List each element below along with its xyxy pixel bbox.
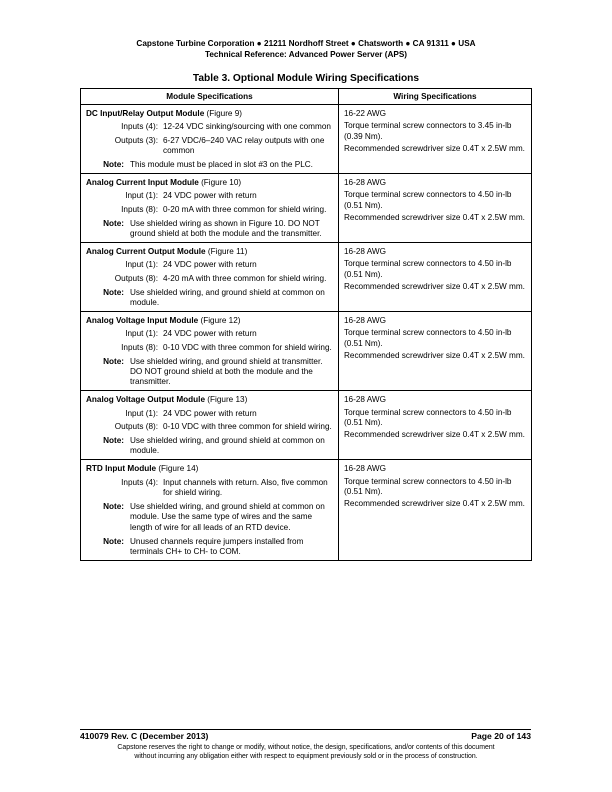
wiring-spec-line: Recommended screwdriver size 0.4T x 2.5W mm. bbox=[344, 281, 525, 291]
module-name: RTD Input Module bbox=[86, 464, 157, 474]
note-label: Note: bbox=[103, 536, 124, 546]
note-text: This module must be placed in slot #3 on the PLC. bbox=[130, 160, 313, 170]
disclaimer-line-1: Capstone reserves the right to change or modify, without notice, the design, specifications, and/or contents of this document bbox=[117, 744, 495, 751]
spec-item-text: 24 VDC power with return bbox=[163, 260, 257, 270]
table-row bbox=[81, 460, 532, 561]
spec-item-text: 24 VDC power with return bbox=[163, 329, 257, 339]
spec-item-text: Input channels with return. Also, five common for shield wiring. bbox=[163, 477, 328, 497]
module-spec-cell bbox=[81, 174, 339, 243]
spec-item-label: Outputs (8): bbox=[114, 421, 158, 431]
wiring-spec-line: 16-22 AWG bbox=[344, 109, 387, 119]
spec-item-label: Input (1): bbox=[125, 329, 158, 339]
wiring-spec-line: Recommended screwdriver size 0.4T x 2.5W mm. bbox=[344, 143, 525, 153]
table-header-row bbox=[81, 89, 532, 105]
column-header-wiring: Wiring Specifications bbox=[339, 89, 532, 105]
note-label: Note: bbox=[103, 287, 124, 297]
note-label: Note: bbox=[103, 160, 124, 170]
spec-item-label: Input (1): bbox=[125, 260, 158, 270]
spec-item-text: 6-27 VDC/6–240 VAC relay outputs with one common bbox=[163, 135, 325, 155]
table-row bbox=[81, 312, 532, 391]
spec-item-label: Inputs (4): bbox=[121, 477, 158, 487]
spec-item-text: 4-20 mA with three common for shield wiring. bbox=[163, 273, 327, 283]
figure-reference: (Figure 9) bbox=[204, 109, 243, 119]
spec-item-label: Inputs (8): bbox=[121, 204, 158, 214]
spec-item-label: Outputs (3): bbox=[114, 135, 158, 145]
table-row bbox=[81, 391, 532, 460]
module-spec-cell bbox=[81, 460, 339, 561]
note-text: Use shielded wiring as shown in Figure 10. DO NOT ground shield at both the module and the transmitter. bbox=[130, 218, 322, 239]
header-company-line: Capstone Turbine Corporation ● 21211 Nordhoff Street ● Chatsworth ● CA 91311 ● USA bbox=[136, 39, 476, 48]
note-label: Note: bbox=[103, 356, 124, 366]
wiring-spec-cell bbox=[339, 391, 532, 460]
spec-item bbox=[86, 329, 333, 339]
module-spec-cell bbox=[81, 105, 339, 174]
spec-item bbox=[86, 260, 333, 270]
wiring-spec-line: 16-28 AWG bbox=[344, 178, 387, 188]
spec-item-text: 0-10 VDC with three common for shield wiring. bbox=[163, 421, 332, 431]
spec-item-label: Inputs (8): bbox=[121, 342, 158, 352]
spec-item bbox=[86, 205, 333, 215]
wiring-spec-line: Torque terminal screw connectors to 4.50 in-lb (0.51 Nm). bbox=[344, 407, 512, 427]
wiring-spec-table bbox=[80, 88, 532, 561]
footer-divider bbox=[80, 729, 531, 730]
spec-item bbox=[86, 422, 333, 432]
spec-item-text: 0-10 VDC with three common for shield wiring. bbox=[163, 342, 332, 352]
wiring-spec-line: Recommended screwdriver size 0.4T x 2.5W mm. bbox=[344, 499, 525, 509]
wiring-spec-line: 16-28 AWG bbox=[344, 395, 387, 405]
module-note bbox=[86, 436, 333, 456]
table-row bbox=[81, 174, 532, 243]
module-spec-cell bbox=[81, 391, 339, 460]
module-note bbox=[86, 357, 333, 388]
spec-item bbox=[86, 343, 333, 353]
wiring-spec-line: 16-28 AWG bbox=[344, 247, 387, 257]
wiring-spec-line: Recommended screwdriver size 0.4T x 2.5W mm. bbox=[344, 430, 525, 440]
note-label: Note: bbox=[103, 502, 124, 512]
note-label: Note: bbox=[103, 436, 124, 446]
spec-item bbox=[86, 478, 333, 498]
wiring-spec-line: Torque terminal screw connectors to 4.50 in-lb (0.51 Nm). bbox=[344, 476, 512, 496]
module-name: DC Input/Relay Output Module bbox=[86, 109, 205, 119]
module-spec-cell bbox=[81, 243, 339, 312]
spec-item bbox=[86, 122, 333, 132]
note-text: Use shielded wiring, and ground shield at common on module. bbox=[130, 287, 325, 308]
module-title bbox=[86, 464, 333, 474]
wiring-spec-cell bbox=[339, 243, 532, 312]
spec-item-label: Outputs (8): bbox=[114, 273, 158, 283]
footer-disclaimer bbox=[70, 743, 542, 761]
module-spec-cell bbox=[81, 312, 339, 391]
module-note bbox=[86, 160, 333, 170]
wiring-spec-cell bbox=[339, 460, 532, 561]
wiring-spec-cell bbox=[339, 105, 532, 174]
spec-item bbox=[86, 136, 333, 156]
footer-page-number: Page 20 of 143 bbox=[471, 731, 531, 741]
module-note bbox=[86, 537, 333, 557]
note-text: Use shielded wiring, and ground shield at transmitter. DO NOT ground shield at both the module and the transmitter. bbox=[130, 356, 323, 387]
module-title bbox=[86, 178, 333, 188]
figure-reference: (Figure 10) bbox=[198, 178, 242, 188]
table-row bbox=[81, 243, 532, 312]
spec-item-label: Input (1): bbox=[125, 408, 158, 418]
wiring-spec-line: Recommended screwdriver size 0.4T x 2.5W mm. bbox=[344, 350, 525, 360]
note-text: Use shielded wiring, and ground shield at common on module. Use the same type of wires and the same length of wire for all leads of an RTD device. bbox=[130, 502, 325, 532]
note-text: Unused channels require jumpers installed from terminals CH+ to CH- to COM. bbox=[130, 536, 304, 556]
wiring-spec-line: Torque terminal screw connectors to 4.50 in-lb (0.51 Nm). bbox=[344, 259, 512, 279]
note-text: Use shielded wiring, and ground shield at common on module. bbox=[130, 436, 325, 456]
disclaimer-line-2: without incurring any obligation either with respect to equipment previously sold or in the process of construction. bbox=[134, 753, 478, 760]
wiring-spec-cell bbox=[339, 312, 532, 391]
spec-item-label: Inputs (4): bbox=[121, 122, 158, 132]
wiring-spec-line: Recommended screwdriver size 0.4T x 2.5W mm. bbox=[344, 212, 525, 222]
column-header-module: Module Specifications bbox=[81, 89, 339, 105]
module-title bbox=[86, 247, 333, 257]
figure-reference: (Figure 11) bbox=[205, 247, 248, 257]
wiring-spec-line: Torque terminal screw connectors to 3.45 in-lb (0.39 Nm). bbox=[344, 121, 512, 141]
wiring-spec-line: Torque terminal screw connectors to 4.50 in-lb (0.51 Nm). bbox=[344, 328, 512, 348]
page-header bbox=[0, 38, 612, 60]
module-name: Analog Voltage Output Module bbox=[86, 395, 206, 405]
wiring-spec-line: Torque terminal screw connectors to 4.50 in-lb (0.51 Nm). bbox=[344, 190, 512, 210]
spec-item-text: 12-24 VDC sinking/sourcing with one common bbox=[163, 122, 331, 132]
spec-item-text: 0-20 mA with three common for shield wiring. bbox=[163, 204, 327, 214]
spec-item bbox=[86, 274, 333, 284]
note-label: Note: bbox=[103, 218, 124, 228]
spec-item bbox=[86, 409, 333, 419]
spec-item-text: 24 VDC power with return bbox=[163, 191, 257, 201]
module-title bbox=[86, 395, 333, 405]
spec-item-label: Input (1): bbox=[125, 191, 158, 201]
figure-reference: (Figure 14) bbox=[156, 464, 199, 474]
spec-item-text: 24 VDC power with return bbox=[163, 408, 257, 418]
spec-item bbox=[86, 191, 333, 201]
module-note bbox=[86, 219, 333, 239]
footer-doc-id: 410079 Rev. C (December 2013) bbox=[80, 731, 209, 741]
module-note bbox=[86, 502, 333, 533]
table-title: Table 3. Optional Module Wiring Specifications bbox=[192, 73, 420, 84]
module-name: Analog Current Output Module bbox=[86, 247, 206, 257]
module-title bbox=[86, 109, 333, 119]
table-body bbox=[81, 105, 532, 561]
wiring-spec-cell bbox=[339, 174, 532, 243]
wiring-spec-line: 16-28 AWG bbox=[344, 316, 387, 326]
figure-reference: (Figure 13) bbox=[205, 395, 248, 405]
figure-reference: (Figure 12) bbox=[198, 316, 241, 326]
table-row bbox=[81, 105, 532, 174]
module-note bbox=[86, 288, 333, 308]
wiring-spec-line: 16-28 AWG bbox=[344, 464, 387, 474]
header-reference-line: Technical Reference: Advanced Power Server (APS) bbox=[204, 50, 408, 59]
module-name: Analog Voltage Input Module bbox=[86, 316, 199, 326]
module-title bbox=[86, 316, 333, 326]
module-name: Analog Current Input Module bbox=[86, 178, 199, 188]
